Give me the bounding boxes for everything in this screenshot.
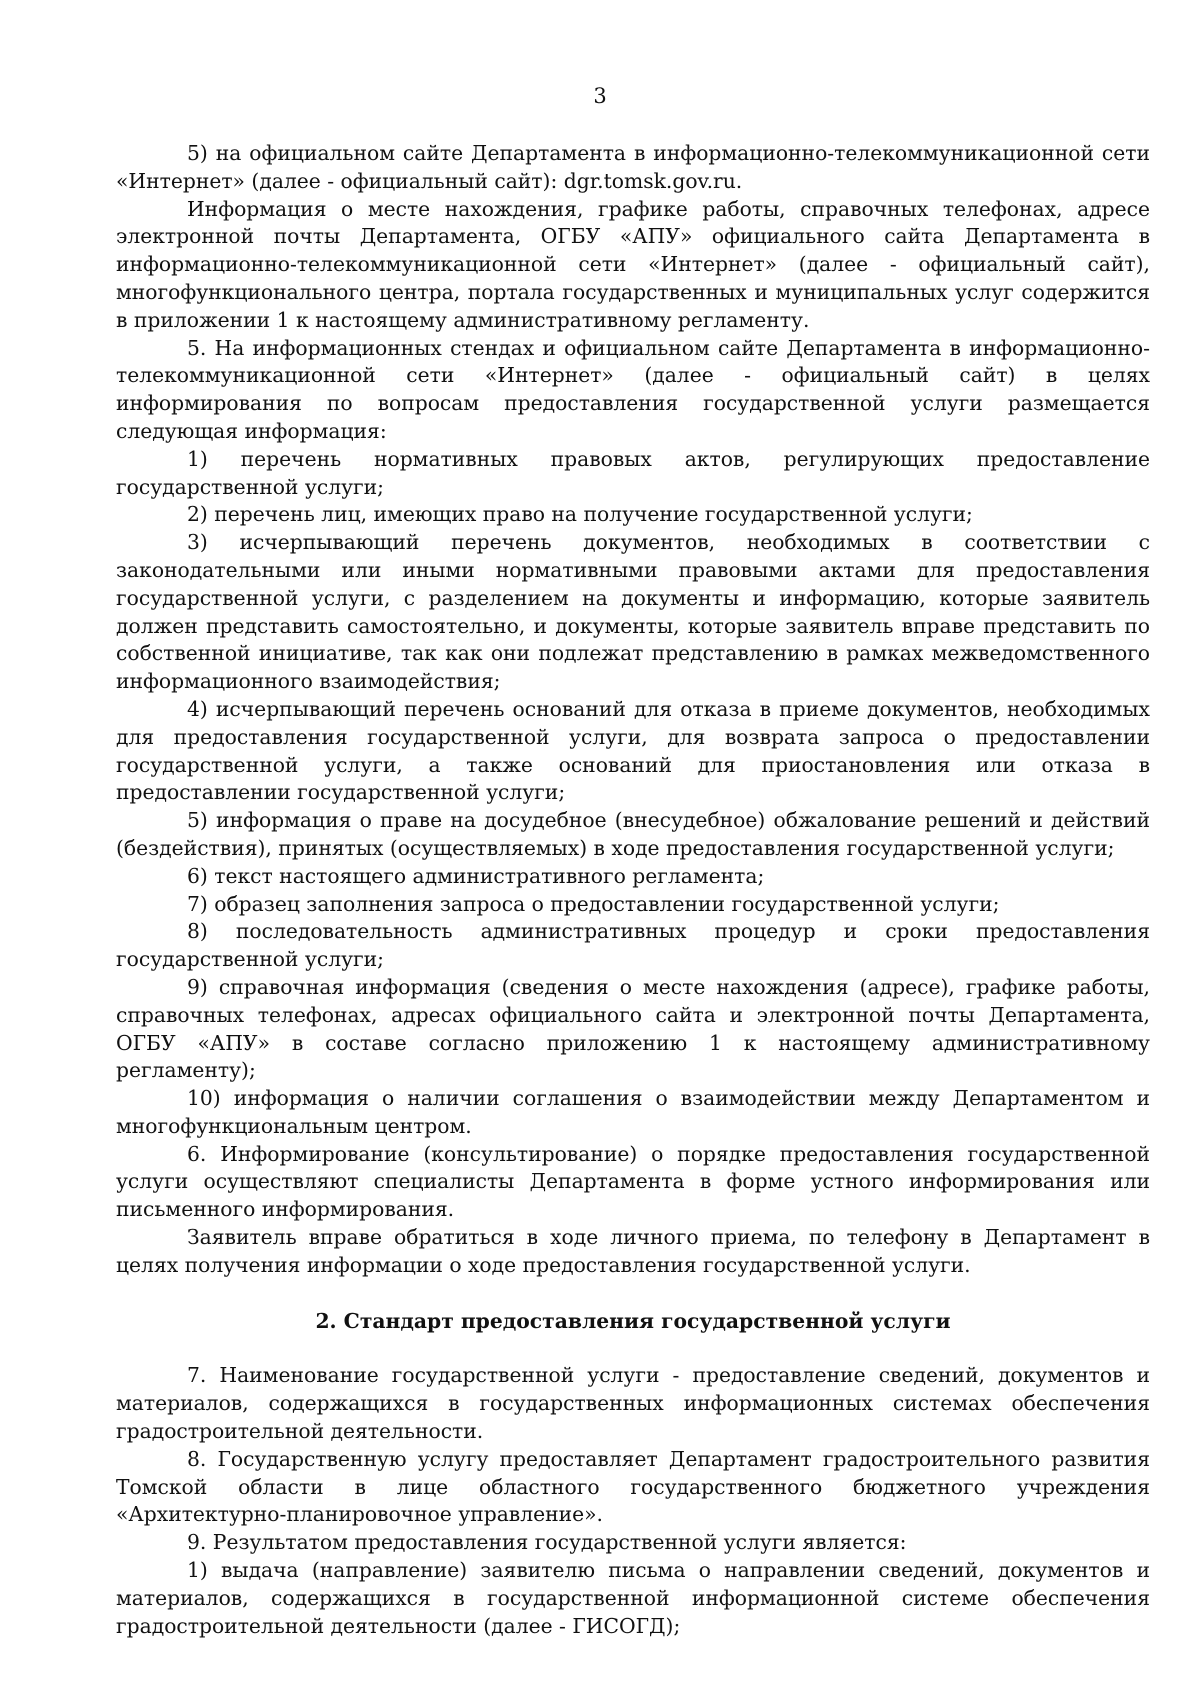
paragraph: 8. Государственную услугу предоставляет Департамент градостроительного развития Томской области в лице областного государственного бюджетного учреждения «Архитектурно-планировочное управление». (116, 1446, 1150, 1527)
page-number: 3 (593, 84, 607, 108)
list-item: 1) перечень нормативных правовых актов, регулирующих предоставление государственной услуги; (116, 446, 1150, 499)
list-item: 5) информация о праве на досудебное (внесудебное) обжалование решений и действий (бездействия), принятых (осуществляемых) в ходе предоставления государственной услуги; (116, 808, 1150, 860)
list-item: 9) справочная информация (сведения о месте нахождения (адресе), графике работы, справочных телефонах, адресах официального сайта и электронной почты Департамента, ОГБУ «АПУ» в составе согласно приложению 1 к настоящему административному регламенту); (116, 974, 1150, 1083)
paragraph: 7. Наименование государственной услуги - предоставление сведений, документов и материалов, содержащихся в государственных информационных системах обеспечения градостроительной деятельности. (116, 1363, 1150, 1444)
paragraph: Заявитель вправе обратиться в ходе личного приема, по телефону в Департамент в целях получения информации о ходе предоставления государственной услуги. (116, 1225, 1150, 1277)
document-body (116, 140, 1150, 1640)
list-item: 7) образец заполнения запроса о предоставлении государственной услуги; (187, 891, 1000, 916)
paragraph: 5) на официальном сайте Департамента в информационно-телекоммуникационной сети «Интернет» (далее - официальный сайт): dgr.tomsk.gov.ru. (116, 141, 1150, 193)
paragraph: 9. Результатом предоставления государственной услуги является: (187, 1530, 907, 1555)
list-item: 8) последовательность административных процедур и сроки предоставления государственной услуги; (116, 919, 1150, 972)
list-item: 2) перечень лиц, имеющих право на получение государственной услуги; (187, 502, 973, 527)
list-item: 6) текст настоящего административного регламента; (187, 863, 765, 888)
list-item: 10) информация о наличии соглашения о взаимодействии между Департаментом и многофункциональным центром. (116, 1086, 1150, 1138)
list-item: 1) выдача (направление) заявителю письма о направлении сведений, документов и материалов, содержащихся в государственной информационной системе обеспечения градостроительной деятельности (далее - ГИСОГД); (116, 1558, 1150, 1638)
list-item: 3) исчерпывающий перечень документов, необходимых в соответствии с законодательными или иными нормативными правовыми актами для предоставления государственной услуги, с разделением на документы и информацию, которые заявитель должен представить самостоятельно, и документы, которые заявитель вправе представить по собственной инициативе, так как они подлежат представлению в рамках межведомственного информационного взаимодействия; (116, 530, 1150, 694)
paragraph: Информация о месте нахождения, графике работы, справочных телефонах, адресе электронной почты Департамента, ОГБУ «АПУ» официального сайта Департамента в информационно-телекоммуникационной сети «Интернет» (далее - официальный сайт), многофункционального центра, портала государственных и муниципальных услуг содержится в приложении 1 к настоящему административному регламенту. (116, 196, 1150, 332)
paragraph: 6. Информирование (консультирование) о порядке предоставления государственной услуги осуществляют специалисты Департамента в форме устного информирования или письменного информирования. (116, 1141, 1150, 1222)
section-heading: 2. Стандарт предоставления государственной услуги (315, 1308, 951, 1333)
paragraph: 5. На информационных стендах и официальном сайте Департамента в информационно-телекоммуникационной сети «Интернет» (далее - официальный сайт) в целях информирования по вопросам предоставления государственной услуги размещается следующая информация: (116, 335, 1150, 443)
list-item: 4) исчерпывающий перечень оснований для отказа в приеме документов, необходимых для предоставления государственной услуги, для возврата запроса о предоставлении государственной услуги, а также оснований для приостановления или отказа в предоставлении государственной услуги; (116, 696, 1150, 805)
